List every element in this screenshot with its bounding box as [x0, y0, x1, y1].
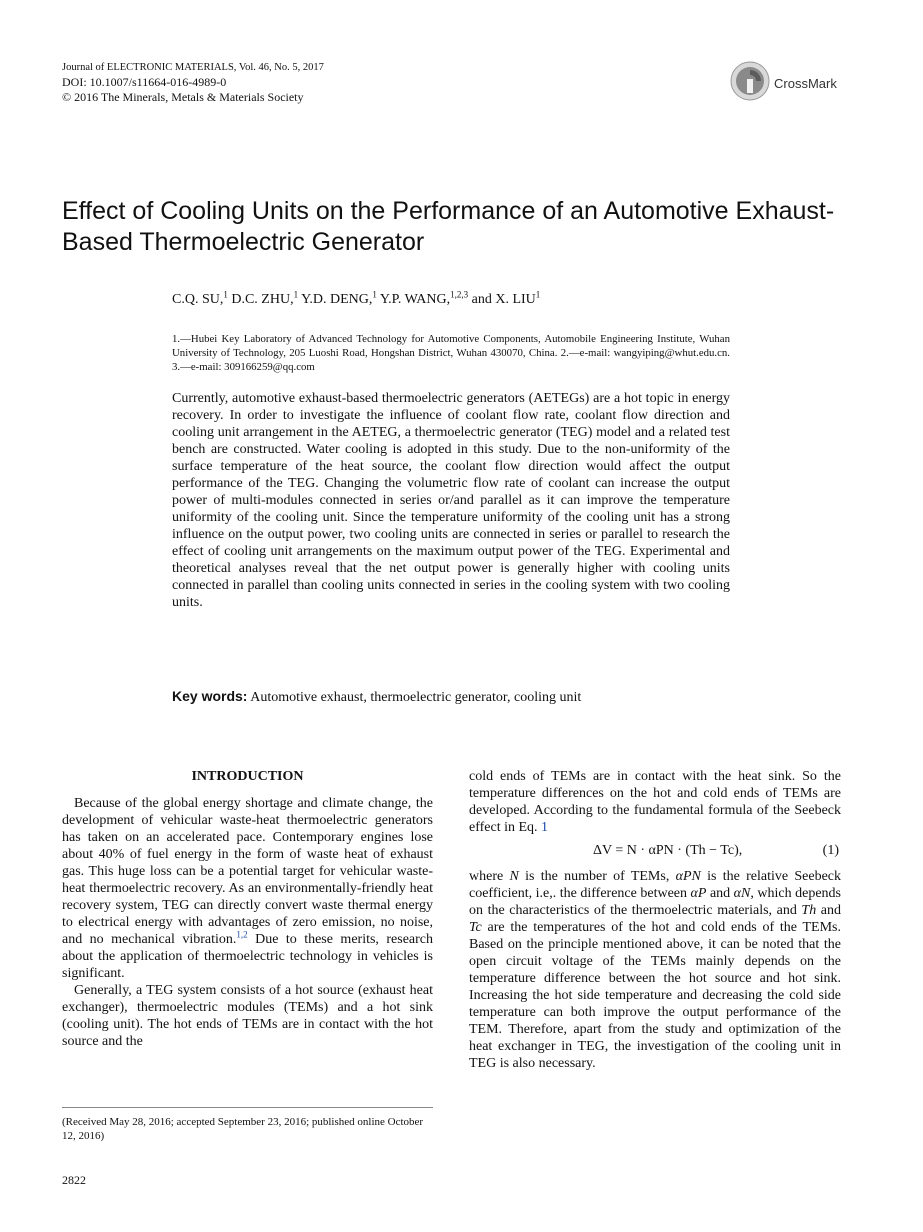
paragraph-text: and — [816, 903, 841, 918]
citation-link[interactable]: 1,2 — [236, 929, 248, 940]
journal-citation: Journal of ELECTRONIC MATERIALS, Vol. 46, No. 5, 2017 — [62, 62, 324, 73]
crossmark-badge[interactable] — [730, 61, 850, 103]
abstract: Currently, automotive exhaust-based thermoelectric generators (AETEGs) are a hot topic in energy recovery. In order to investigate the influence of coolant flow rate, coolant flow direction and cooling unit arrangement in the AETEG, a thermoelectric generator (TEG) model and a related test bench are constructed. Water cooling is adopted in this study. Due to the non-uniformity of the surface temperature of the heat source, the coolant flow direction would affect the output performance of the TEG. Changing the volumetric flow rate of coolant can increase the output power of multi-modules connected in series or/and parallel as it can improve the temperature uniformity of the cooling unit. Since the temperature uniformity of the cooling unit has a strong influence on the output power, two cooling units are connected in series or parallel to research the effect of cooling unit arrangements on the maximum output power of the TEG. Experimental and theoretical analyses reveal that the net output power is generally higher with cooling units connected in parallel than cooling units connected in series in the cooling system with two cooling units. — [172, 391, 730, 610]
paper-title: Effect of Cooling Units on the Performance of an Automotive Exhaust-Based Thermoelectric Generator — [62, 197, 835, 256]
math-symbol: αN — [733, 886, 751, 901]
author-affil: 1 — [223, 289, 228, 300]
equation-link[interactable]: 1 — [541, 820, 549, 835]
author: Y.D. DENG, — [298, 292, 373, 307]
doi[interactable]: DOI: 10.1007/s11664-016-4989-0 — [62, 75, 227, 89]
author: C.Q. SU, — [172, 292, 224, 307]
right-paragraph-2 — [469, 868, 841, 1072]
footnote: (Received May 28, 2016; accepted September 23, 2016; published online October 12, 2016) — [62, 1116, 424, 1142]
author-affil: 1 — [293, 289, 299, 300]
left-column — [62, 768, 433, 1050]
paragraph-text: are the temperatures of the hot and cold ends of the TEMs. Based on the principle mentioned above, it can be noted that the open circuit voltage of the TEMs mainly depends on the temperature difference between the hot source and hot sink. Increasing the hot side temperature and decreasing the cold side temperature can both improve the output performance of the TEM. Therefore, apart from the study and optimization of the heat exchanger in TEG, the investigation of the cooling unit in TEG is also necessary. — [469, 920, 841, 1071]
intro-text: Because of the global energy shortage and climate change, the development of vehicular waste-heat thermoelectric generators has taken on an accelerated pace. Contemporary engines lose about 40% of fuel energy in the form of waste heat of exhaust gas. This huge loss can be a potential target for vehicular waste-heat thermoelectric recovery. As an environmentally-friendly heat recovery system, TEG can directly convert waste thermal energy to electrical energy with advantages of zero emission, no noise, and no mechanical vibration. — [62, 796, 433, 947]
equation-number: (1) — [822, 843, 839, 858]
equation — [469, 836, 841, 868]
paragraph-text: , which depends on the characteristics of the thermoelectric materials, and — [469, 886, 841, 918]
author-list — [172, 289, 541, 308]
right-column — [469, 768, 841, 1072]
intro-text: Due to these merits, research about the application of thermoelectric technology in vehicles is significant. — [62, 932, 434, 981]
keywords-label: Key words: — [172, 688, 248, 704]
crossmark-label: CrossMark — [774, 76, 837, 91]
paragraph-text: is the number of TEMs, — [518, 869, 676, 884]
intro-paragraph-2: Generally, a TEG system consists of a hot source (exhaust heat exchanger), thermoelectric modules (TEMs) and a hot sink (cooling unit). The hot ends of TEMs are in contact with the hot source and the — [62, 983, 433, 1049]
math-symbol: Tc — [469, 920, 482, 935]
math-symbol: N — [509, 869, 519, 884]
author: D.C. ZHU, — [227, 292, 294, 307]
footnote-divider — [62, 1107, 433, 1108]
author-affil: 1 — [535, 289, 541, 300]
section-heading: INTRODUCTION — [191, 769, 304, 784]
right-paragraph-1 — [469, 768, 841, 836]
keywords — [172, 688, 772, 706]
page-number: 2822 — [62, 1173, 86, 1187]
author: and X. LIU — [468, 292, 536, 307]
crossmark-icon — [730, 61, 770, 101]
paragraph-text: is the relative Seebeck coefficient, i.e,. the difference between — [469, 869, 841, 901]
equation-expression: ΔV = N · αPN · (Th − Tc), — [593, 843, 743, 858]
copyright: © 2016 The Minerals, Metals & Materials Society — [62, 90, 304, 104]
keywords-text: Automotive exhaust, thermoelectric generator, cooling unit — [250, 690, 582, 705]
math-symbol: Th — [801, 903, 817, 918]
affiliation: 1.—Hubei Key Laboratory of Advanced Technology for Automotive Components, Automobile Engineering Institute, Wuhan University of Technology, 205 Luoshi Road, Hongshan District, Wuhan 430070, China. 2.—e-mail: wangyiping@whut.edu.cn. 3.—e-mail: 309166259@qq.com — [172, 333, 730, 373]
author-affil: 1 — [372, 289, 377, 300]
paragraph-text: cold ends of TEMs are in contact with the heat sink. So the temperature differences on the hot and cold ends of TEMs are developed. According to the fundamental formula of the Seebeck effect in Eq. — [469, 769, 841, 835]
paragraph-text: and — [706, 886, 734, 901]
author: Y.P. WANG, — [376, 292, 451, 307]
journal-header — [62, 61, 324, 105]
author-affil: 1,2,3 — [450, 289, 469, 300]
math-symbol: αPN — [675, 869, 701, 884]
math-symbol: αP — [690, 886, 707, 901]
paragraph-text: where — [469, 869, 510, 884]
intro-paragraph-1 — [62, 795, 433, 982]
